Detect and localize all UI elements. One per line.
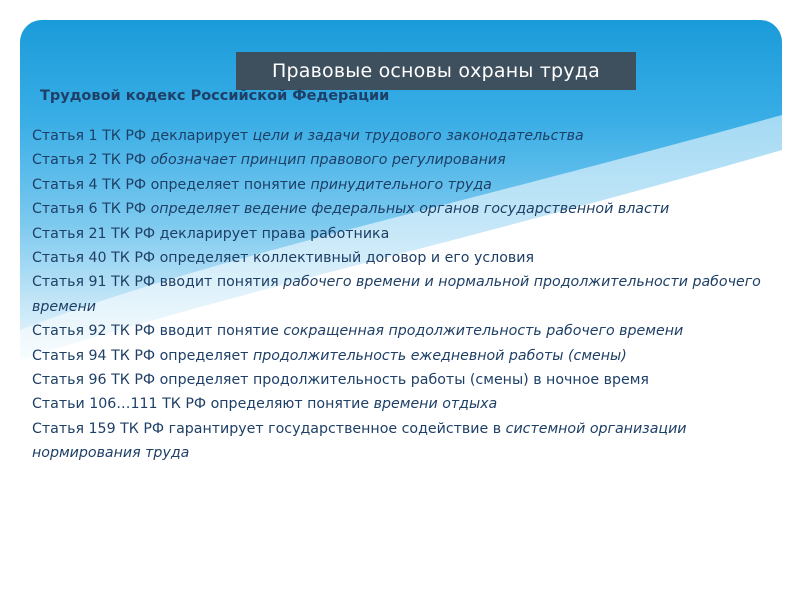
article-text: Статьи 106…111 ТК РФ определяют понятие (32, 396, 374, 413)
article-item (32, 173, 762, 197)
slide (20, 20, 782, 585)
slide-subtitle: Трудовой кодекс Российской Федерации (40, 88, 390, 104)
article-text: Статья 91 ТК РФ вводит понятия (32, 274, 284, 291)
article-emphasis: принудительного труда (310, 176, 492, 193)
article-text: Статья 21 ТК РФ декларирует права работника (32, 225, 390, 242)
article-emphasis: сокращенная продолжительность рабочего времени (283, 323, 684, 340)
article-emphasis: обозначает принцип правового регулирования (150, 152, 506, 169)
article-emphasis: времени отдыха (373, 396, 498, 413)
article-item (32, 124, 762, 148)
article-text: Статья 1 ТК РФ декларирует (32, 128, 253, 144)
article-item (32, 148, 762, 172)
slide-title: Правовые основы охраны труда (236, 52, 636, 90)
article-item (32, 270, 762, 319)
article-emphasis: цели и задачи трудового законодательства (252, 128, 584, 144)
article-text: Статья 6 ТК РФ (32, 201, 151, 218)
article-text: Статья 96 ТК РФ определяет продолжительность работы (смены) в ночное время (32, 372, 649, 389)
articles-list (32, 124, 762, 466)
article-text: Статья 94 ТК РФ определяет (32, 347, 253, 364)
article-item (32, 417, 762, 466)
article-text: Статья 2 ТК РФ (32, 152, 151, 169)
article-emphasis: рабочего времени и нормальной продолжительности рабочего времени (32, 274, 761, 315)
article-item (32, 197, 762, 221)
article-text: Статья 159 ТК РФ гарантирует государственное содействие в (32, 420, 506, 437)
article-item (32, 222, 762, 246)
article-text: Статья 4 ТК РФ определяет понятие (32, 176, 311, 193)
article-item (32, 368, 762, 392)
article-item (32, 392, 762, 416)
article-emphasis: системной организации нормирования труда (32, 420, 687, 462)
article-item (32, 344, 762, 368)
article-item (32, 319, 762, 343)
article-item (32, 246, 762, 270)
article-text: Статья 40 ТК РФ определяет коллективный договор и его условия (32, 250, 535, 267)
article-emphasis: продолжительность ежедневной работы (смены) (252, 347, 627, 364)
article-text: Статья 92 ТК РФ вводит понятие (32, 323, 284, 340)
article-emphasis: определяет ведение федеральных органов государственной власти (150, 201, 670, 218)
